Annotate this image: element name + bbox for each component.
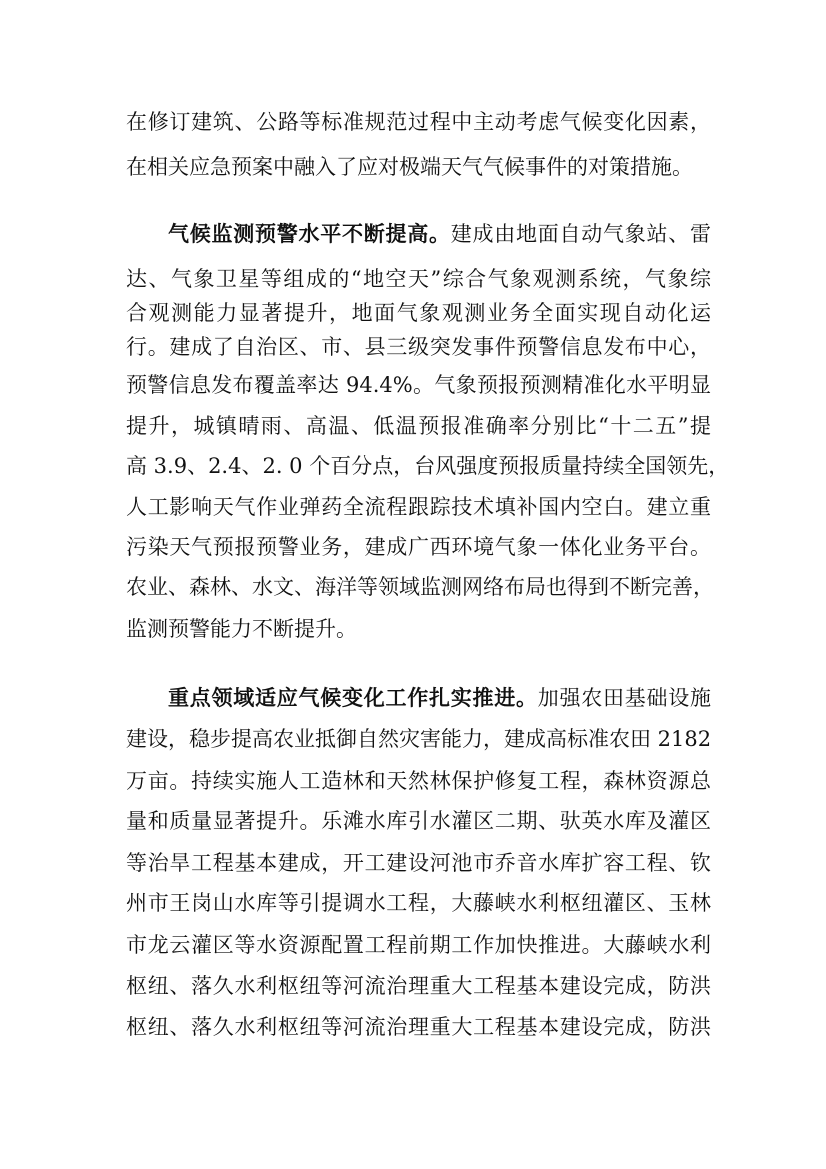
paragraph-2-line-4: 行。建成了自治区、市、县三级突发事件预警信息发布中心，: [126, 335, 711, 359]
paragraph-3-line-4: 量和质量显著提升。乐滩水库引水灌区二期、驮英水库及灌区: [126, 809, 711, 833]
paragraph-2-line-11: 监测预警能力不断提升。: [126, 617, 357, 641]
paragraph-2-heading: 气候监测预警水平不断提高。: [168, 221, 451, 246]
paragraph-3-line-5: 等治旱工程基本建成，开工建设河池市乔音水库扩容工程、钦: [126, 851, 711, 875]
paragraph-2-line-3: 合观测能力显著提升，地面气象观测业务全面实现自动化运: [126, 301, 711, 325]
paragraph-3-heading: 重点领域适应气候变化工作扎实推进。: [168, 685, 538, 710]
paragraph-3-line-3: 万亩。持续实施人工造林和天然林保护修复工程，森林资源总: [126, 769, 711, 793]
paragraph-3-line-2: 建设，稳步提高农业抵御自然灾害能力，建成高标准农田 2182: [126, 727, 712, 751]
paragraph-3-line-6: 州市王岗山水库等引提调水工程，大藤峡水利枢纽灌区、玉林: [126, 891, 711, 915]
paragraph-3-line-9: 枢纽、落久水利枢纽等河流治理重大工程基本建设完成，防洪: [126, 1015, 711, 1039]
paragraph-1-line-1: 在修订建筑、公路等标准规范过程中主动考虑气候变化因素，: [126, 110, 711, 134]
paragraph-2-line-7: 高 3.9、2.4、2. 0 个百分点，台风强度预报质量持续全国领先，: [126, 454, 730, 478]
paragraph-2-line-6: 提升，城镇晴雨、高温、低温预报准确率分别比“十二五”提: [126, 414, 711, 438]
paragraph-2-line-8: 人工影响天气作业弹药全流程跟踪技术填补国内空白。建立重: [126, 495, 711, 519]
paragraph-1-line-2: 在相关应急预案中融入了应对极端天气气候事件的对策措施。: [126, 155, 693, 179]
paragraph-3-line-1: [168, 678, 711, 718]
paragraph-3-line-7: 市龙云灌区等水资源配置工程前期工作加快推进。大藤峡水利: [126, 933, 711, 957]
paragraph-2-line-1: [168, 214, 711, 254]
paragraph-3-line-8: 枢纽、落久水利枢纽等河流治理重大工程基本建设完成，防洪: [126, 974, 711, 998]
paragraph-2-line-10: 农业、森林、水文、海洋等领域监测网络布局也得到不断完善，: [126, 575, 714, 599]
paragraph-3-first-line-text: 加强农田基础设施: [537, 686, 711, 710]
paragraph-2-first-line-text: 建成由地面自动气象站、雷: [450, 222, 711, 246]
paragraph-2-line-5: 预警信息发布覆盖率达 94.4%。气象预报预测精准化水平明显: [126, 373, 711, 397]
paragraph-2-line-9: 污染天气预报预警业务，建成广西环境气象一体化业务平台。: [126, 535, 711, 559]
paragraph-2-line-2: 达、气象卫星等组成的“地空天”综合气象观测系统，气象综: [126, 267, 711, 291]
